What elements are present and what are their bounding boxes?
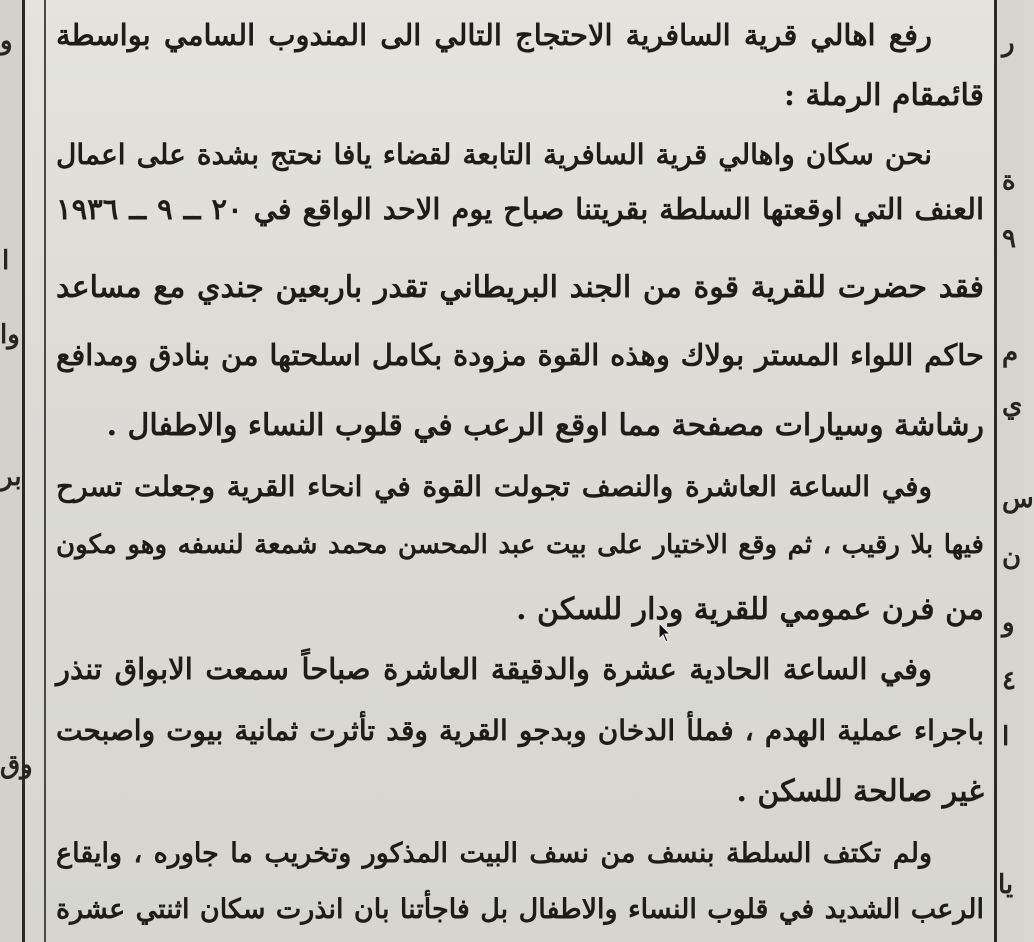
column-rule-left-inner (44, 0, 46, 942)
margin-fragment: ر (1002, 28, 1015, 58)
text-line: وفي الساعة العاشرة والنصف تجولت القوة في انحاء القرية وجعلت تسرح (56, 470, 932, 503)
text-line: ولم تكتف السلطة بنسف من نسف البيت المذكور وتخريب ما جاوره ، وايقاع (56, 838, 932, 869)
text-line: باجراء عملية الهدم ، فملأ الدخان وبدجو القرية وقد تأثرت ثمانية بيوت واصبحت (56, 714, 984, 747)
margin-fragment: م (1002, 338, 1019, 368)
article-column (48, 0, 992, 942)
text-line: نحن سكان واهالي قرية السافرية التابعة لقضاء يافا نحتج بشدة على اعمال (56, 138, 932, 171)
text-line: من فرن عمومي للقرية ودار للسكن . (516, 592, 984, 627)
margin-fragment: ي (1002, 390, 1023, 420)
margin-fragment: وا (0, 320, 20, 350)
margin-fragment: و (1002, 608, 1015, 638)
right-margin-strip (997, 0, 1024, 942)
text-line: رشاشة وسيارات مصفحة مما اوقع الرعب في قلوب النساء والاطفال . (106, 408, 984, 443)
margin-fragment: ن (1002, 542, 1022, 572)
margin-fragment: و (0, 26, 13, 56)
heading-line: قائمقام الرملة : (783, 78, 984, 113)
text-line: فقد حضرت للقرية قوة من الجند البريطاني تقدر باربعين جندي مع مساعد (56, 270, 984, 305)
column-rule-right (994, 0, 997, 942)
mouse-pointer-icon (658, 622, 672, 644)
heading-line: رفع اهالي قرية السافرية الاحتجاج التالي الى المندوب السامي بواسطة (56, 18, 932, 52)
column-rule-left (22, 0, 25, 942)
margin-fragment: ٩ (1002, 224, 1016, 254)
text-line: حاكم اللواء المستر بولاك وهذه القوة مزودة بكامل اسلحتها من بنادق ومدافع (56, 338, 984, 372)
margin-fragment: يا (998, 870, 1014, 900)
margin-fragment: ا (2, 246, 10, 276)
margin-fragment: س (1002, 484, 1034, 514)
margin-fragment: ة (1002, 166, 1016, 196)
text-line: غير صالحة للسكن . (736, 774, 984, 809)
text-line: الرعب الشديد في قلوب النساء والاطفال بل فاجأتنا بان انذرت سكان اثنتي عشرة (56, 894, 984, 925)
text-line: وفي الساعة الحادية عشرة والدقيقة العاشرة صباحاً سمعت الابواق تنذر (56, 652, 932, 686)
margin-fragment: بر (0, 462, 22, 492)
text-line: فيها بلا رقيب ، ثم وقع الاختيار على بيت عبد المحسن محمد شمعة لنسفه وهو مكون (56, 530, 984, 560)
text-line: العنف التي اوقعتها السلطة بقريتنا صباح يوم الاحد الواقع في ٢٠ ــ ٩ ــ ١٩٣٦ (56, 192, 984, 226)
margin-fragment: ٤ (1002, 666, 1016, 696)
margin-fragment: ا (1002, 722, 1010, 752)
margin-fragment: وق (0, 750, 33, 780)
